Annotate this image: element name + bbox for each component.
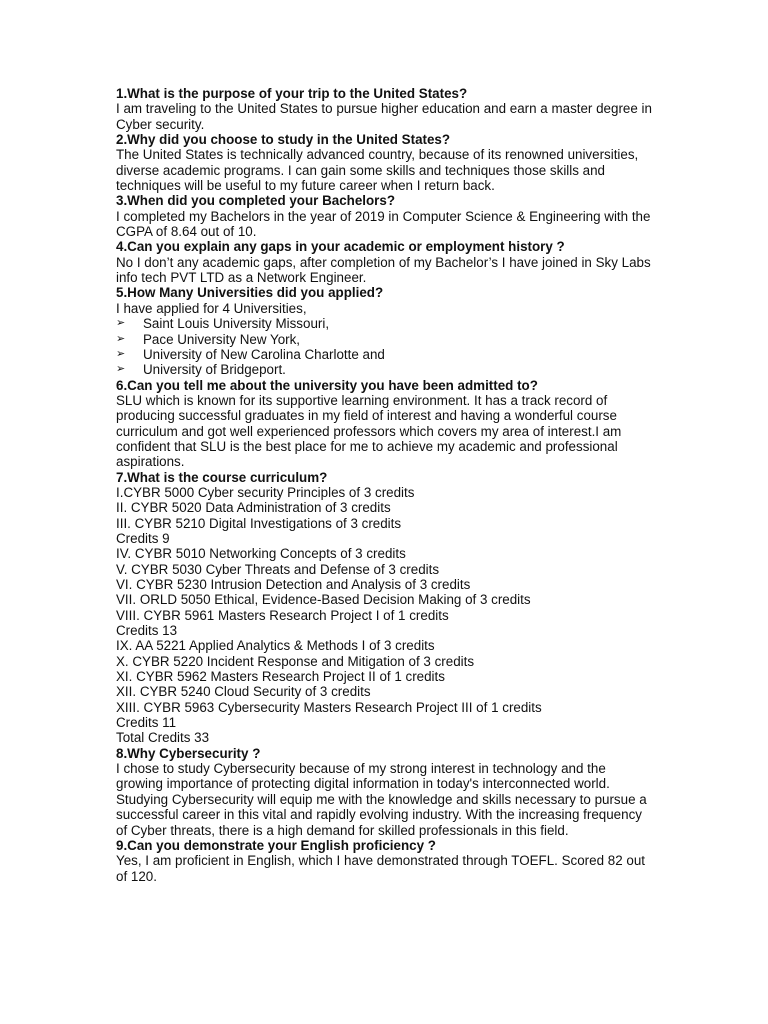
answer-9: Yes, I am proficient in English, which I have demonstrated through TOEFL. Scored 82 out of 120. bbox=[116, 853, 645, 884]
curriculum-line: IV. CYBR 5010 Networking Concepts of 3 credits bbox=[116, 546, 406, 562]
answer-5: I have applied for 4 Universities, bbox=[116, 300, 307, 316]
arrow-bullet-icon: ➢ bbox=[116, 363, 126, 376]
arrow-bullet-icon: ➢ bbox=[116, 332, 126, 345]
curriculum-line: XIII. CYBR 5963 Cybersecurity Masters Research Project III of 1 credits bbox=[116, 699, 542, 715]
arrow-bullet-icon: ➢ bbox=[116, 347, 126, 360]
answer-2: The United States is technically advanced country, because of its renowned universities, diverse academic programs. I can gain some skills and techniques those skills and techniques will be useful to my future career when I return back. bbox=[116, 147, 639, 194]
credits-subtotal: Credits 11 bbox=[116, 715, 177, 731]
question-6: 6.Can you tell me about the university you have been admitted to? bbox=[116, 377, 538, 393]
list-item-text: University of New Carolina Charlotte and bbox=[143, 346, 385, 362]
list-item bbox=[116, 347, 656, 362]
university-list bbox=[116, 316, 656, 377]
credits-subtotal: Credits 13 bbox=[116, 623, 178, 639]
question-3: 3.When did you completed your Bachelors? bbox=[116, 193, 396, 209]
curriculum-line: III. CYBR 5210 Digital Investigations of 3 credits bbox=[116, 515, 402, 531]
question-8: 8.Why Cybersecurity ? bbox=[116, 745, 261, 761]
question-9: 9.Can you demonstrate your English proficiency ? bbox=[116, 837, 436, 853]
question-2: 2.Why did you choose to study in the United States? bbox=[116, 132, 451, 148]
curriculum-line: VII. ORLD 5050 Ethical, Evidence-Based Decision Making of 3 credits bbox=[116, 592, 531, 608]
curriculum-list bbox=[116, 485, 656, 746]
question-7: 7.What is the course curriculum? bbox=[116, 469, 328, 485]
answer-8: I chose to study Cybersecurity because of my strong interest in technology and the growing importance of protecting digital information in today's interconnected world. Studying Cybersecurity will equip me with the knowledge and skills necessary to pursue a successful career in this vital and rapidly evolving industry. With the increasing frequency of Cyber threats, there is a high demand for skilled professionals in this field. bbox=[116, 761, 647, 838]
question-5: 5.How Many Universities did you applied? bbox=[116, 285, 384, 301]
curriculum-line: XII. CYBR 5240 Cloud Security of 3 credits bbox=[116, 684, 371, 700]
curriculum-line: II. CYBR 5020 Data Administration of 3 credits bbox=[116, 500, 391, 516]
credits-total: Total Credits 33 bbox=[116, 730, 210, 746]
curriculum-line: X. CYBR 5220 Incident Response and Mitigation of 3 credits bbox=[116, 653, 475, 669]
document-body bbox=[116, 86, 656, 884]
curriculum-line: VI. CYBR 5230 Intrusion Detection and Analysis of 3 credits bbox=[116, 577, 471, 592]
curriculum-line: IX. AA 5221 Applied Analytics & Methods I of 3 credits bbox=[116, 638, 435, 654]
question-1: 1.What is the purpose of your trip to the United States? bbox=[116, 86, 468, 101]
answer-6: SLU which is known for its supportive learning environment. It has a track record of producing successful graduates in my field of interest and having a wonderful course curriculum and got well experienced professors which covers my area of interest.I am confident that SLU is the best place for me to achieve my academic and professional aspirations. bbox=[116, 392, 622, 470]
answer-3: I completed my Bachelors in the year of 2019 in Computer Science & Engineering with the CGPA of 8.64 out of 10. bbox=[116, 208, 651, 240]
curriculum-line: I.CYBR 5000 Cyber security Principles of 3 credits bbox=[116, 484, 415, 500]
answer-1: I am traveling to the United States to pursue higher education and earn a master degree in Cyber security. bbox=[116, 101, 652, 132]
curriculum-line: VIII. CYBR 5961 Masters Research Project I of 1 credits bbox=[116, 607, 449, 623]
answer-4: No I don’t any academic gaps, after completion of my Bachelor’s I have joined in Sky Labs info tech PVT LTD as a Network Engineer. bbox=[116, 254, 651, 286]
curriculum-line: V. CYBR 5030 Cyber Threats and Defense of 3 credits bbox=[116, 561, 440, 577]
list-item bbox=[116, 362, 656, 377]
list-item bbox=[116, 332, 656, 347]
list-item-text: University of Bridgeport. bbox=[143, 362, 286, 378]
curriculum-line: XI. CYBR 5962 Masters Research Project II of 1 credits bbox=[116, 669, 445, 685]
question-4: 4.Can you explain any gaps in your academic or employment history ? bbox=[116, 239, 565, 255]
list-item-text: Saint Louis University Missouri, bbox=[143, 316, 330, 332]
arrow-bullet-icon: ➢ bbox=[116, 317, 126, 330]
credits-subtotal: Credits 9 bbox=[116, 530, 170, 546]
list-item-text: Pace University New York, bbox=[143, 331, 301, 347]
list-item bbox=[116, 316, 656, 331]
